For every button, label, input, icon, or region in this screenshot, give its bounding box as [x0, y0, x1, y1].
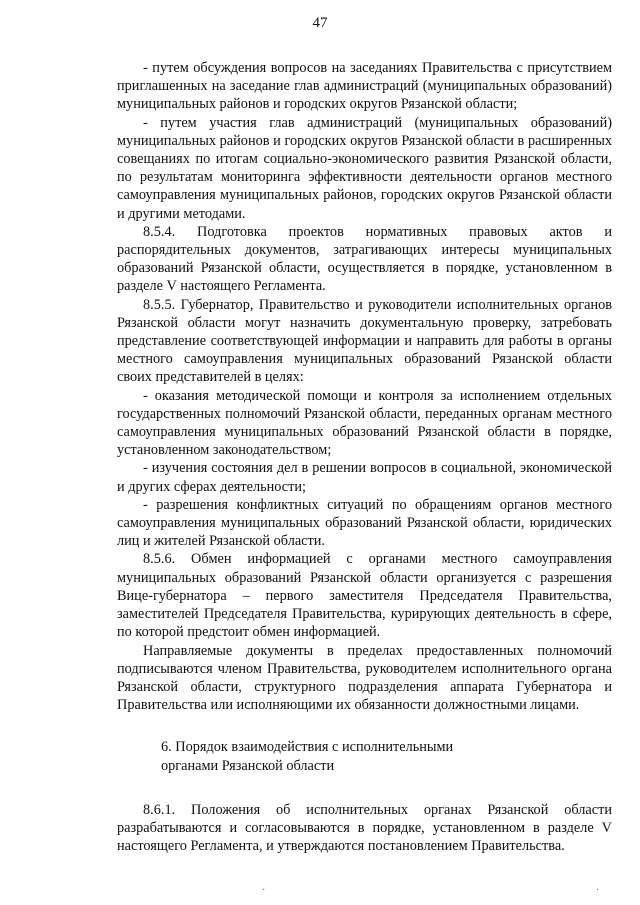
page-number: 47 [312, 15, 328, 31]
scan-artifacts [0, 885, 640, 905]
paragraph-8-5-5: 8.5.5. Губернатор, Правительство и руководители исполнительных органов Рязанской области могут назначить документальную проверку, затребовать представление соответствующей информации и направить для работы в органы местного самоуправления муниципальных образований Рязанской области своих представителей в целях: [117, 296, 612, 386]
scan-dot: · [596, 885, 600, 896]
paragraph-bullet-conflicts: - разрешения конфликтных ситуаций по обращениям органов местного самоуправления муниципальных образований Рязанской области, юридических лиц и жителей Рязанской области. [117, 496, 612, 550]
scan-dot: · [262, 885, 266, 896]
paragraph-documents-signing: Направляемые документы в пределах предоставленных полномочий подписываются членом Правительства, руководителем исполнительного органа Рязанской области, структурного подразделения аппарата Губернатора и Правительства или исполняющими их обязанности должностными лицами. [117, 642, 612, 714]
paragraph-bullet-participation: - путем участия глав администраций (муниципальных образований) муниципальных районов и городских округов Рязанской области в расширенных совещаниях по итогам социально-экономического развития Рязанской области, по результатам мониторинга эффективности деятельности органов местного самоуправления муниципальных районов, городских округов Рязанской области и другими методами. [117, 114, 612, 222]
paragraph-bullet-study: - изучения состояния дел в решении вопросов в социальной, экономической и других сферах деятельности; [117, 460, 612, 495]
paragraph-bullet-meetings: - путем обсуждения вопросов на заседаниях Правительства с присутствием приглашенных на заседание глав администраций (муниципальных образований) муниципальных районов и городских округов Рязанской области; [117, 60, 612, 113]
paragraph-8-5-6: 8.5.6. Обмен информацией с органами местного самоуправления муниципальных образований Рязанской области организуется с разрешения Вице-губернатора – первого заместителя Председателя Правительства, заместителей Председателя Правительства, курирующих деятельность в сфере, по которой предстоит обмен информацией. [117, 551, 612, 641]
section-heading [117, 738, 612, 774]
document-body [117, 59, 612, 855]
paragraph-bullet-methodical-help: - оказания методической помощи и контроля за исполнением отдельных государственных полномочий Рязанской области, переданных органам местного самоуправления муниципальных образований Рязанской области в порядке, установленном законодательством; [117, 387, 612, 459]
paragraph-8-6-1: 8.6.1. Положения об исполнительных органах Рязанской области разрабатываются и согласовываются в порядке, установленном в разделе V настоящего Регламента, и утверждаются постановлением Правительства. [117, 801, 612, 855]
section-heading-line-2: органами Рязанской области [161, 757, 335, 774]
paragraph-8-5-4: 8.5.4. Подготовка проектов нормативных правовых актов и распорядительных документов, затрагивающих интересы муниципальных образований Рязанской области, осуществляется в порядке, установленном в разделе V настоящего Регламента. [117, 223, 612, 295]
section-heading-line-1: 6. Порядок взаимодействия с исполнительными [161, 739, 454, 756]
